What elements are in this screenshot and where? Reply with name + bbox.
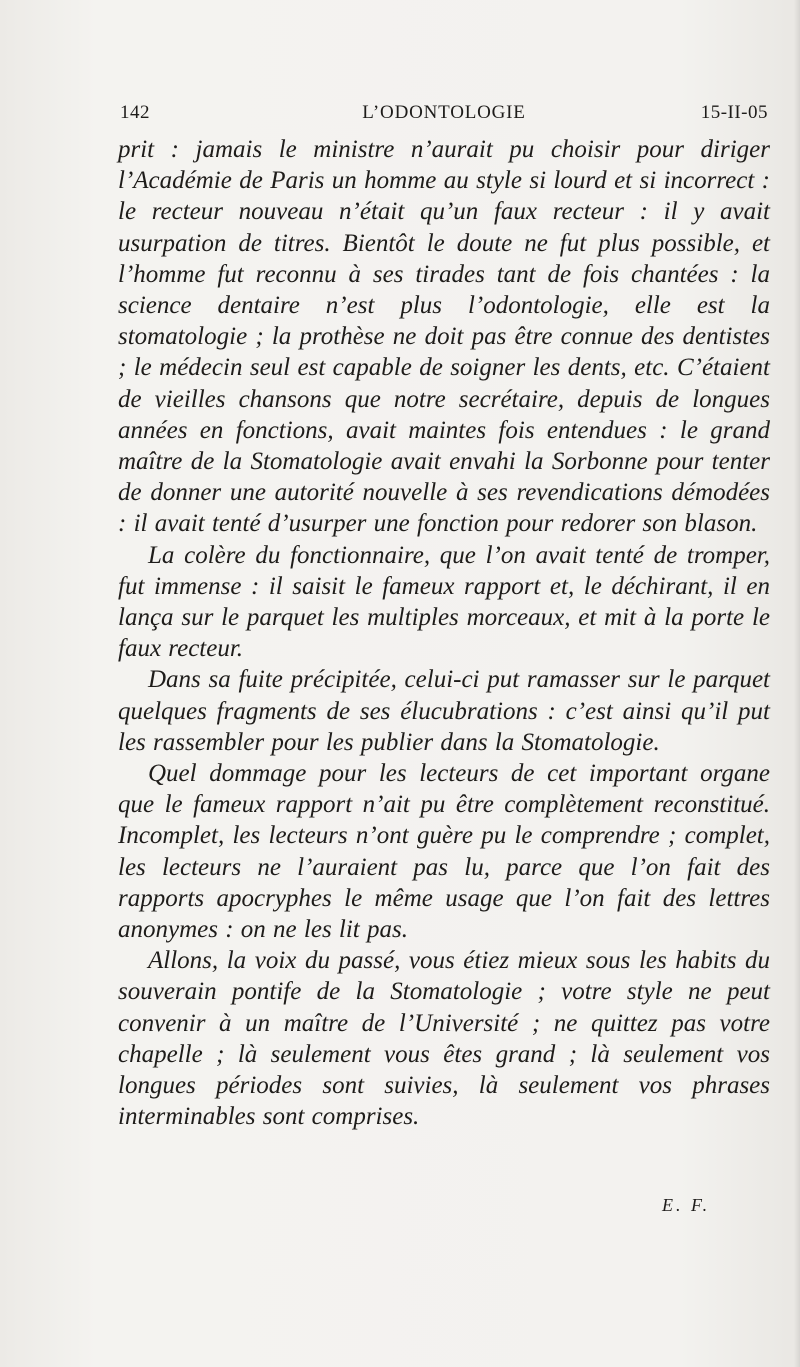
issue-date: 15-II-05	[700, 102, 768, 123]
page-number: 142	[120, 102, 150, 123]
paragraph: Quel dommage pour les lecteurs de cet important organe que le fameux rapport n’ait pu être complètement reconstitué. Incomplet, les lecteurs n’ont guère pu le comprendre ; complet, les lecteurs ne l’auraient pas lu, parce que l’on fait des rapports apocryphes le même usage que l’on fait des lettres anonymes : on ne les lit pas.	[118, 760, 770, 944]
article-body	[118, 134, 770, 1133]
running-head	[120, 102, 768, 130]
paragraph: Allons, la voix du passé, vous étiez mieux sous les habits du souverain pontife de la Stomatologie ; votre style ne peut convenir à un maître de l’Université ; ne quittez pas votre chapelle ; là seulement vous êtes grand ; là seulement vos longues périodes sont suivies, là seulement vos phrases interminables sont comprises.	[118, 947, 770, 1131]
page-edge-shadow	[794, 0, 800, 1367]
paragraph: La colère du fonctionnaire, que l’on avait tenté de tromper, fut immense : il saisit le fameux rapport et, le déchirant, il en lança sur le parquet les multiples morceaux, et mit à la porte le faux recteur.	[118, 541, 770, 663]
paragraph: Dans sa fuite précipitée, celui-ci put ramasser sur le parquet quelques fragments de ses élucubrations : c’est ainsi qu’il put les rassembler pour les publier dans la Stomatologie.	[118, 666, 770, 756]
paragraph-continuation: prit : jamais le ministre n’aurait pu choisir pour diriger l’Académie de Paris un homme au style si lourd et si incorrect : le recteur nouveau n’était qu’un faux recteur : il y avait usurpation de titres. Bientôt le doute ne fut plus possible, et l’homme fut reconnu à ses tirades tant de fois chantées : la science dentaire n’est plus l’odontologie, elle est la stomatologie ; la prothèse ne doit pas être connue des dentistes ; le médecin seul est capable de soigner les dents, etc. C’étaient de vieilles chansons que notre secrétaire, depuis de longues années en fonctions, avait maintes fois entendues : le grand maître de la Stomatologie avait envahi la Sorbonne pour tenter de donner une autorité nouvelle à ses revendications démodées : il avait tenté d’usurper une fonction pour redorer son blason.	[118, 136, 770, 538]
author-signature: E. F.	[662, 1195, 711, 1215]
journal-title: L’ODONTOLOGIE	[362, 102, 526, 123]
